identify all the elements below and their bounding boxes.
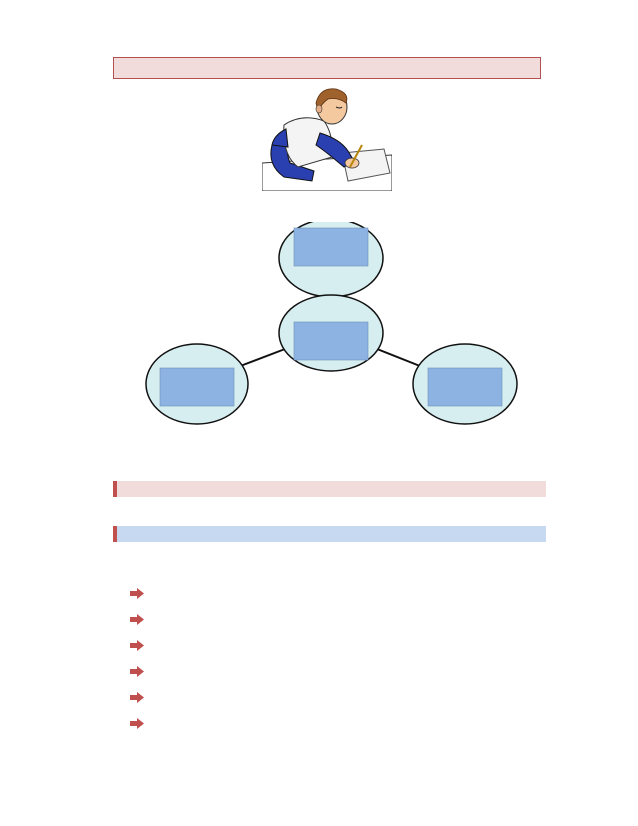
label-box-left [160,368,234,406]
arrow-bullet-icon [130,588,144,599]
arrow-bullet-icon [130,692,144,703]
tips-list [130,588,150,744]
label-box-top [294,228,368,266]
list-item [130,614,150,626]
types-diagram [145,222,525,447]
tips-heading-bar [113,481,546,497]
arrow-bullet-icon [130,718,144,729]
label-box-right [428,368,502,406]
boy-writing-illustration [262,85,392,191]
title-banner [113,57,541,79]
scene-heading-bar [113,526,546,542]
arrow-bullet-icon [130,640,144,651]
arrow-bullet-icon [130,666,144,677]
arrow-bullet-icon [130,614,144,625]
list-item [130,718,150,730]
label-box-center [294,322,368,360]
list-item [130,640,150,652]
list-item [130,666,150,678]
connector-right [377,349,425,368]
list-item [130,692,150,704]
list-item [130,588,150,600]
